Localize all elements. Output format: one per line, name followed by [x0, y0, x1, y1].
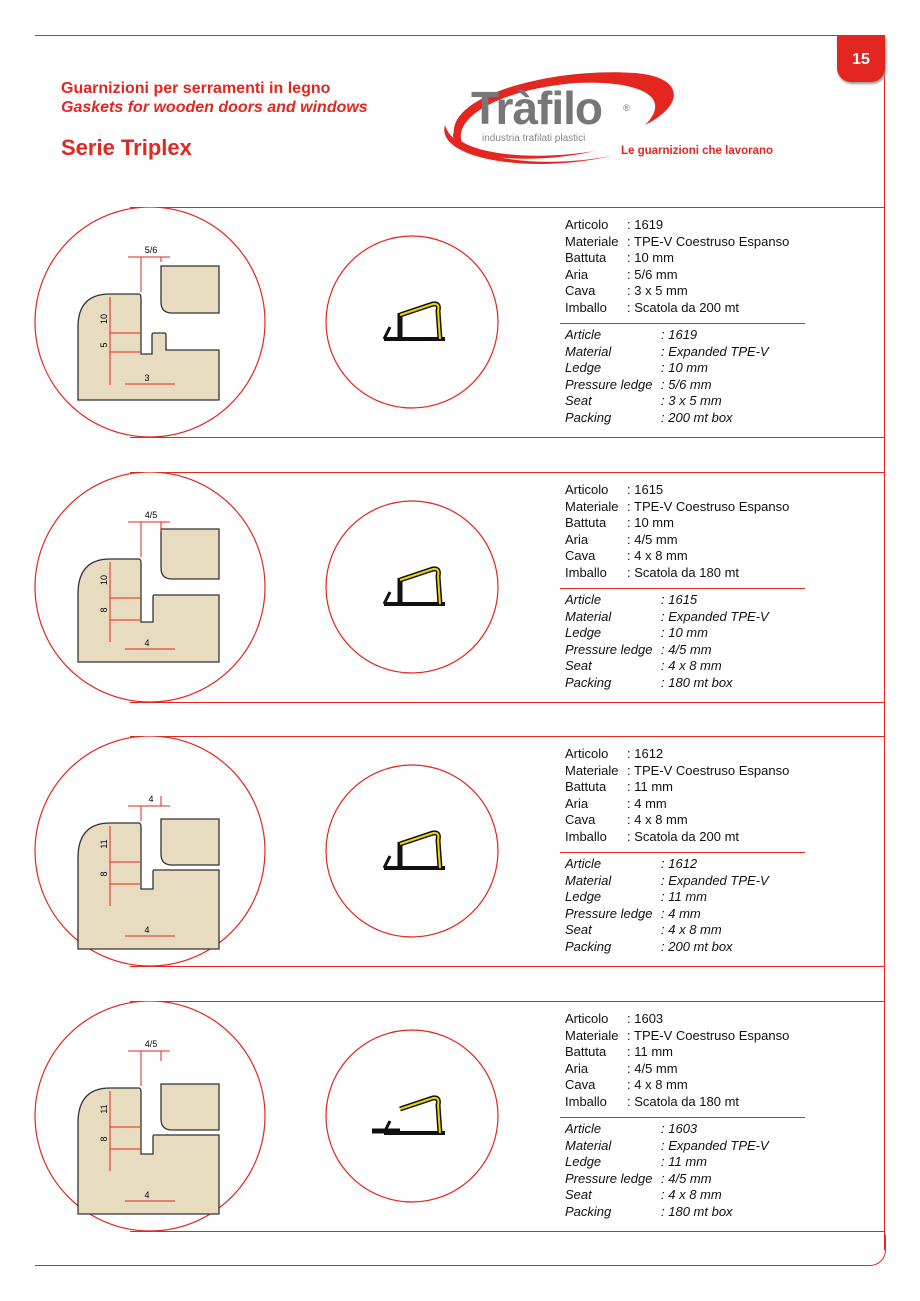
spec-label: Imballo [565, 564, 607, 580]
spec-value: 11 mm [634, 779, 673, 795]
spec-value: 4/5 mm [634, 1060, 678, 1076]
spec-row-it [565, 1077, 789, 1094]
spec-row-it [565, 1044, 789, 1061]
spec-colon: : [627, 1011, 635, 1026]
product-block [0, 207, 920, 439]
spec-row-en [565, 344, 769, 361]
spec-colon: : [627, 217, 635, 232]
sash-wood-profile [161, 529, 219, 579]
spec-label: Seat [565, 658, 592, 674]
spec-label: Battuta [565, 515, 607, 531]
bottom-rule [35, 1265, 870, 1266]
spec-colon: : [627, 1044, 635, 1060]
gasket-circle [326, 501, 498, 673]
spec-value: 1612 [634, 746, 664, 761]
spec-label: Material [565, 872, 612, 888]
dim-upper: 11 [99, 839, 109, 849]
spec-row-en [565, 906, 769, 923]
spec-row-en [565, 377, 769, 394]
spec-row-en [565, 675, 769, 692]
heading-italian: Guarnizioni per serramenti in legno [61, 80, 331, 97]
spec-row-en [565, 889, 769, 906]
spec-value: Scatola da 200 mt [634, 299, 740, 315]
spec-colon: : [627, 812, 635, 828]
corner-rule [855, 1235, 886, 1266]
spec-colon: : [661, 1121, 669, 1136]
dim-seat: 4 [144, 638, 150, 648]
spec-label: Article [565, 327, 602, 342]
spec-colon: : [627, 498, 634, 514]
specs-italian [565, 482, 789, 582]
spec-label: Seat [565, 922, 592, 938]
dim-seat: 4 [144, 925, 150, 935]
specs-italian [565, 746, 789, 846]
spec-value: 4/5 mm [668, 1170, 712, 1186]
section-circle [35, 207, 265, 437]
spec-row-it [565, 565, 789, 582]
spec-colon: : [627, 828, 635, 844]
spec-row-en [565, 625, 769, 642]
spec-colon: : [661, 658, 669, 674]
spec-value: Expanded TPE-V [668, 608, 769, 624]
specs-english [565, 856, 769, 956]
spec-row-en [565, 1204, 769, 1221]
spec-colon: : [661, 1154, 669, 1170]
spec-row-it [565, 499, 789, 516]
spec-colon: : [661, 674, 669, 690]
spec-value: 11 mm [668, 889, 707, 905]
spec-separator [560, 588, 805, 589]
spec-value: 10 mm [668, 360, 708, 376]
spec-label: Article [565, 1121, 602, 1136]
spec-label: Articolo [565, 217, 609, 232]
spec-colon: : [661, 922, 669, 938]
spec-label: Cava [565, 812, 596, 828]
spec-label: Battuta [565, 779, 607, 795]
spec-value: Expanded TPE-V [668, 872, 769, 888]
sash-wood-profile [161, 819, 219, 865]
spec-colon: : [661, 343, 669, 359]
spec-value: 3 x 5 mm [634, 283, 688, 299]
spec-row-en [565, 873, 769, 890]
spec-colon: : [627, 779, 635, 795]
spec-label: Seat [565, 393, 592, 409]
spec-value: Expanded TPE-V [668, 343, 769, 359]
spec-colon: : [661, 608, 669, 624]
spec-value: 4 x 8 mm [668, 658, 722, 674]
spec-value: 1619 [634, 217, 664, 232]
spec-value: 4 x 8 mm [668, 1187, 722, 1203]
spec-label: Seat [565, 1187, 592, 1203]
spec-colon: : [661, 393, 669, 409]
spec-label: Battuta [565, 250, 607, 266]
spec-value: 1612 [668, 856, 698, 871]
spec-value: 180 mt box [668, 674, 733, 690]
spec-colon: : [627, 266, 635, 282]
spec-colon: : [627, 548, 635, 564]
spec-value: 180 mt box [668, 1203, 733, 1219]
specs-english [565, 592, 769, 692]
spec-colon: : [661, 1203, 669, 1219]
spec-colon: : [627, 762, 634, 778]
spec-label: Material [565, 1137, 612, 1153]
spec-label: Materiale [565, 1027, 619, 1043]
spec-value: 4/5 mm [668, 641, 712, 657]
specs-italian [565, 217, 789, 317]
spec-row-en [565, 939, 769, 956]
spec-row-en [565, 922, 769, 939]
product-block [0, 1001, 920, 1233]
spec-colon: : [627, 482, 635, 497]
sash-wood-profile [161, 266, 219, 313]
spec-label: Article [565, 856, 602, 871]
spec-colon: : [661, 1187, 669, 1203]
spec-value: Scatola da 180 mt [634, 1093, 740, 1109]
spec-colon: : [661, 625, 669, 641]
spec-value: 4 mm [668, 905, 701, 921]
spec-colon: : [661, 889, 669, 905]
section-circle [35, 472, 265, 702]
spec-label: Materiale [565, 233, 619, 249]
spec-label: Articolo [565, 746, 609, 761]
dim-upper: 10 [99, 574, 109, 586]
gasket-circle [326, 765, 498, 937]
spec-label: Article [565, 592, 602, 607]
spec-colon: : [627, 299, 635, 315]
dim-seat: 3 [144, 373, 150, 383]
spec-colon: : [627, 1093, 635, 1109]
spec-row-it [565, 283, 789, 300]
spec-label: Pressure ledge [565, 1170, 653, 1186]
specs-english [565, 327, 769, 427]
spec-colon: : [661, 376, 669, 392]
spec-label: Ledge [565, 360, 602, 376]
spec-value: Expanded TPE-V [668, 1137, 769, 1153]
spec-label: Articolo [565, 482, 609, 497]
spec-label: Cava [565, 1077, 596, 1093]
spec-label: Pressure ledge [565, 376, 653, 392]
dim-gap: 4/5 [144, 510, 158, 520]
spec-colon: : [627, 531, 635, 547]
specs-italian [565, 1011, 789, 1111]
spec-colon: : [661, 327, 669, 342]
spec-value: 5/6 mm [668, 376, 712, 392]
spec-row-en [565, 1138, 769, 1155]
spec-value: 200 mt box [668, 938, 733, 954]
spec-value: TPE-V Coestruso Espanso [634, 233, 790, 249]
logo-subtitle: industria trafilati plastici [482, 133, 586, 144]
spec-row-en [565, 1171, 769, 1188]
spec-row-it [565, 532, 789, 549]
heading-english: Gaskets for wooden doors and windows [61, 99, 368, 116]
spec-value: 11 mm [668, 1154, 707, 1170]
spec-value: TPE-V Coestruso Espanso [634, 1027, 790, 1043]
profile-drawing [0, 1001, 520, 1233]
spec-colon: : [661, 1137, 669, 1153]
dim-gap: 5/6 [144, 245, 158, 255]
spec-colon: : [661, 1170, 669, 1186]
spec-row-en [565, 658, 769, 675]
spec-row-en [565, 642, 769, 659]
spec-row-it [565, 515, 789, 532]
spec-colon: : [661, 360, 669, 376]
trafilo-logo [435, 65, 795, 175]
product-block [0, 472, 920, 704]
spec-value: 4 x 8 mm [634, 548, 688, 564]
profile-drawing [0, 207, 520, 439]
spec-value: 11 mm [634, 1044, 673, 1060]
spec-value: 10 mm [668, 625, 708, 641]
spec-row-en [565, 1121, 769, 1138]
spec-colon: : [661, 938, 669, 954]
dim-lower: 5 [99, 342, 109, 348]
spec-separator [560, 852, 805, 853]
spec-row-en [565, 592, 769, 609]
dim-lower: 8 [99, 1136, 109, 1142]
spec-value: TPE-V Coestruso Espanso [634, 762, 790, 778]
spec-row-it [565, 300, 789, 317]
spec-colon: : [627, 283, 635, 299]
spec-colon: : [627, 746, 635, 761]
profile-drawing [0, 736, 520, 968]
spec-label: Material [565, 608, 612, 624]
spec-row-it [565, 250, 789, 267]
spec-label: Ledge [565, 889, 602, 905]
spec-label: Packing [565, 1203, 612, 1219]
spec-row-en [565, 393, 769, 410]
sash-wood-profile [161, 1084, 219, 1130]
spec-label: Cava [565, 283, 596, 299]
spec-label: Aria [565, 795, 589, 811]
spec-row-it [565, 482, 789, 499]
spec-row-en [565, 360, 769, 377]
spec-label: Packing [565, 409, 612, 425]
spec-value: 4 x 8 mm [634, 812, 688, 828]
spec-row-it [565, 1061, 789, 1078]
dim-upper: 10 [99, 313, 109, 325]
logo-tagline: Le guarnizioni che lavorano [621, 145, 774, 157]
spec-label: Imballo [565, 299, 607, 315]
spec-label: Cava [565, 548, 596, 564]
spec-colon: : [661, 641, 669, 657]
spec-row-it [565, 812, 789, 829]
spec-row-en [565, 609, 769, 626]
spec-row-en [565, 410, 769, 427]
spec-colon: : [627, 795, 635, 811]
spec-row-it [565, 796, 789, 813]
spec-value: 10 mm [634, 515, 674, 531]
spec-value: 1619 [668, 327, 698, 342]
spec-separator [560, 323, 805, 324]
spec-row-it [565, 1011, 789, 1028]
product-block [0, 736, 920, 968]
spec-colon: : [627, 250, 635, 266]
spec-label: Imballo [565, 1093, 607, 1109]
specs-english [565, 1121, 769, 1221]
spec-colon: : [661, 905, 669, 921]
spec-label: Aria [565, 266, 589, 282]
spec-value: 1603 [634, 1011, 664, 1026]
spec-row-it [565, 779, 789, 796]
dim-upper: 11 [99, 1104, 109, 1114]
spec-row-it [565, 746, 789, 763]
spec-colon: : [661, 856, 669, 871]
spec-label: Pressure ledge [565, 905, 653, 921]
spec-colon: : [627, 1027, 634, 1043]
spec-colon: : [661, 872, 669, 888]
spec-label: Battuta [565, 1044, 607, 1060]
top-rule [35, 35, 845, 36]
spec-label: Packing [565, 674, 612, 690]
spec-label: Materiale [565, 762, 619, 778]
gasket-circle [326, 1030, 498, 1202]
spec-label: Aria [565, 1060, 589, 1076]
spec-value: 1615 [668, 592, 698, 607]
spec-label: Packing [565, 938, 612, 954]
dim-seat: 4 [144, 1190, 150, 1200]
spec-row-it [565, 267, 789, 284]
spec-colon: : [627, 515, 635, 531]
spec-value: 4 x 8 mm [668, 922, 722, 938]
spec-colon: : [627, 1077, 635, 1093]
spec-value: 5/6 mm [634, 266, 678, 282]
spec-row-it [565, 829, 789, 846]
logo-registered: ® [623, 103, 630, 113]
spec-value: 4/5 mm [634, 531, 678, 547]
spec-row-it [565, 234, 789, 251]
spec-value: 3 x 5 mm [668, 393, 722, 409]
spec-value: 10 mm [634, 250, 674, 266]
spec-row-en [565, 327, 769, 344]
dim-gap: 4/5 [144, 1039, 158, 1049]
spec-value: Scatola da 180 mt [634, 564, 740, 580]
spec-colon: : [661, 409, 669, 425]
spec-colon: : [627, 564, 635, 580]
logo-brand: Tràfilo [471, 82, 603, 134]
spec-colon: : [661, 592, 669, 607]
spec-value: 4 x 8 mm [634, 1077, 688, 1093]
spec-label: Pressure ledge [565, 641, 653, 657]
profile-drawing [0, 472, 520, 704]
spec-colon: : [627, 1060, 635, 1076]
spec-value: Scatola da 200 mt [634, 828, 740, 844]
spec-value: TPE-V Coestruso Espanso [634, 498, 790, 514]
series-title: Serie Triplex [61, 135, 192, 160]
spec-colon: : [627, 233, 634, 249]
spec-row-en [565, 1154, 769, 1171]
spec-separator [560, 1117, 805, 1118]
dim-lower: 8 [99, 871, 109, 877]
spec-value: 4 mm [634, 795, 667, 811]
spec-row-it [565, 1028, 789, 1045]
spec-label: Aria [565, 531, 589, 547]
spec-value: 1603 [668, 1121, 698, 1136]
spec-label: Imballo [565, 828, 607, 844]
page-number-tab: 15 [837, 35, 885, 82]
spec-value: 200 mt box [668, 409, 733, 425]
spec-value: 1615 [634, 482, 664, 497]
spec-row-en [565, 856, 769, 873]
spec-row-it [565, 1094, 789, 1111]
spec-label: Ledge [565, 625, 602, 641]
spec-label: Materiale [565, 498, 619, 514]
spec-row-it [565, 548, 789, 565]
dim-lower: 8 [99, 607, 109, 613]
spec-label: Ledge [565, 1154, 602, 1170]
spec-row-it [565, 763, 789, 780]
dim-gap: 4 [148, 794, 154, 804]
gasket-circle [326, 236, 498, 408]
spec-label: Material [565, 343, 612, 359]
spec-row-en [565, 1187, 769, 1204]
spec-label: Articolo [565, 1011, 609, 1026]
spec-row-it [565, 217, 789, 234]
